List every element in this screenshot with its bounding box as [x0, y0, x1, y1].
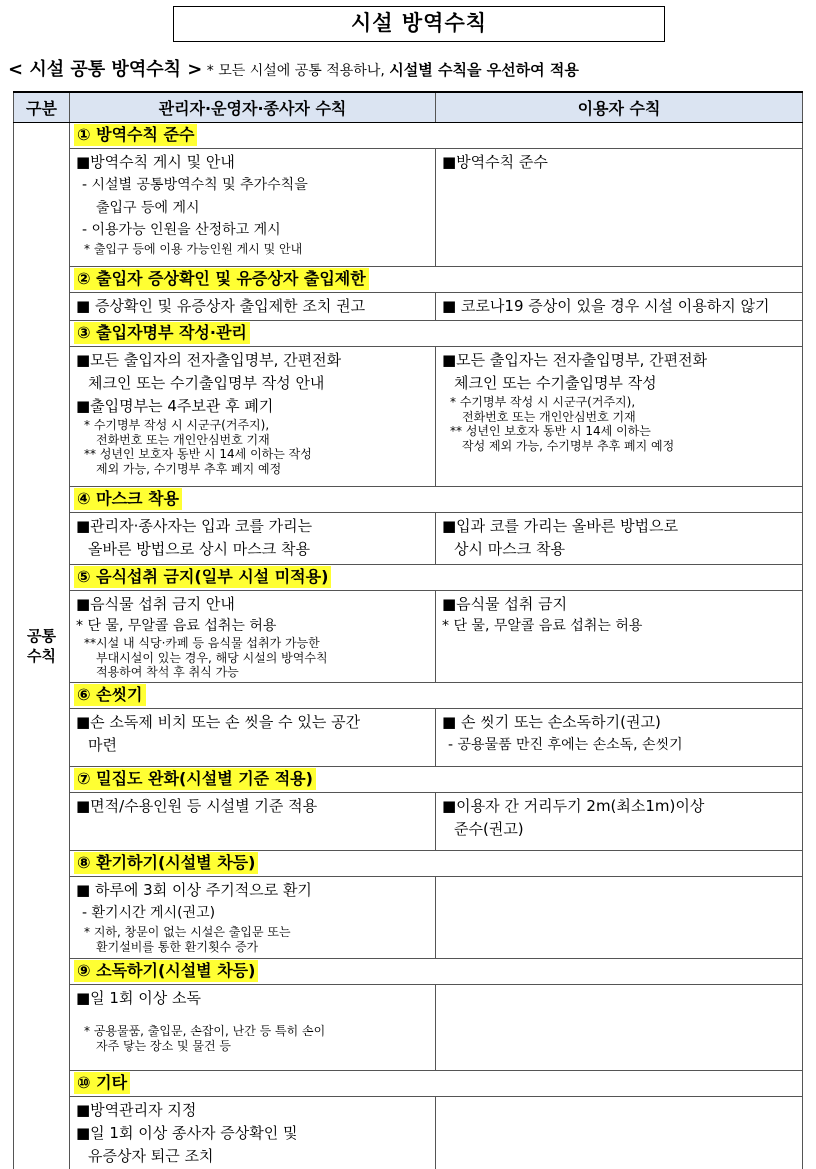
section-title-row: [14, 1070, 803, 1096]
section-body-row: [14, 512, 803, 564]
manager-rule-line: 자주 닿는 장소 및 물건 등: [96, 1038, 231, 1053]
manager-rule-line: ■음식물 섭취 금지 안내: [76, 594, 235, 613]
section-body-row: [14, 708, 803, 766]
user-rule-line: * 단 물, 무알콜 음료 섭취는 허용: [442, 617, 643, 634]
section-title: ① 방역수칙 준수: [74, 124, 197, 146]
manager-rules-cell: [70, 292, 436, 320]
page-title: 시설 방역수칙: [173, 6, 665, 42]
manager-rules-cell: [70, 792, 436, 850]
user-rules-cell: [436, 708, 803, 766]
user-rules-cell: [436, 148, 803, 266]
rules-table: [13, 91, 803, 1169]
section-title-cell: [70, 564, 803, 590]
header-user: 이용자 수칙: [436, 92, 803, 122]
manager-rule-line: * 공용물품, 출입문, 손잡이, 난간 등 특히 손이: [84, 1023, 326, 1038]
manager-rule-line: 유증상자 퇴근 조치: [88, 1146, 214, 1165]
user-rule-line: ■ 손 씻기 또는 손소독하기(권고): [442, 712, 661, 731]
section-title-cell: [70, 958, 803, 984]
manager-rule-line: - 시설별 공통방역수칙 및 추가수칙을: [82, 176, 308, 193]
manager-rule-line: ■관리자·종사자는 입과 코를 가리는: [76, 516, 313, 535]
user-rule-line: - 공용물품 만진 후에는 손소독, 손씻기: [448, 736, 683, 753]
section-title-cell: [70, 320, 803, 346]
section-body-row: [14, 148, 803, 266]
user-rule-line: 전화번호 또는 개인안심번호 기재: [462, 409, 636, 424]
header-manager: 관리자·운영자·종사자 수칙: [70, 92, 436, 122]
subtitle-main: < 시설 공통 방역수칙 >: [8, 59, 203, 80]
user-rule-line: ■음식물 섭취 금지: [442, 594, 568, 613]
manager-rules-cell: [70, 984, 436, 1070]
manager-rule-line: - 환기시간 게시(권고): [82, 904, 216, 921]
manager-rules-cell: [70, 148, 436, 266]
section-body-row: [14, 792, 803, 850]
user-rule-line: * 수기명부 작성 시 시군구(거주지),: [450, 394, 636, 409]
section-title-row: [14, 122, 803, 148]
user-rules-cell: [436, 590, 803, 682]
section-title: ⑤ 음식섭취 금지(일부 시설 미적용): [74, 566, 331, 588]
section-title-row: [14, 486, 803, 512]
section-title-cell: [70, 766, 803, 792]
manager-rule-line: * 수기명부 작성 시 시군구(거주지),: [84, 417, 270, 432]
manager-rule-line: ** 성년인 보호자 동반 시 14세 이하는 작성: [84, 446, 312, 461]
manager-rule-line: 적용하여 착석 후 취식 가능: [96, 664, 239, 679]
subtitle-note: * 모든 시설에 공통 적용하나,: [202, 63, 390, 79]
user-rule-line: 작성 제외 가능, 수기명부 추후 폐지 예정: [462, 438, 675, 453]
manager-rules-cell: [70, 708, 436, 766]
user-rule-line: 상시 마스크 착용: [454, 539, 565, 558]
manager-rule-line: * 출입구 등에 이용 가능인원 게시 및 안내: [84, 241, 303, 256]
section-title-cell: [70, 266, 803, 292]
user-rule-line: 체크인 또는 수기출입명부 작성: [454, 373, 657, 392]
section-body-row: [14, 984, 803, 1070]
section-body-row: [14, 590, 803, 682]
user-rules-cell: [436, 346, 803, 486]
manager-rule-line: 환기설비를 통한 환기횟수 증가: [96, 939, 259, 954]
manager-rule-line: ■ 증상확인 및 유증상자 출입제한 조치 권고: [76, 296, 366, 315]
manager-rules-cell: [70, 876, 436, 958]
manager-rule-line: 체크인 또는 수기출입명부 작성 안내: [88, 373, 325, 392]
section-title: ⑨ 소독하기(시설별 차등): [74, 960, 258, 982]
user-rule-line: ■방역수칙 준수: [442, 152, 548, 171]
user-rule-line: ■입과 코를 가리는 올바른 방법으로: [442, 516, 679, 535]
manager-rule-line: * 지하, 창문이 없는 시설은 출입문 또는: [84, 924, 291, 939]
manager-rule-line: 부대시설이 있는 경우, 해당 시설의 방역수칙: [96, 650, 328, 665]
section-title-cell: [70, 1070, 803, 1096]
user-rules-cell: [436, 512, 803, 564]
section-title-row: [14, 766, 803, 792]
manager-rule-line: ■출입명부는 4주보관 후 폐기: [76, 396, 274, 415]
manager-rule-line: 마련: [88, 735, 117, 754]
manager-rule-line: 전화번호 또는 개인안심번호 기재: [96, 432, 270, 447]
user-rules-cell: [436, 1096, 803, 1169]
manager-rule-line: ■방역수칙 게시 및 안내: [76, 152, 235, 171]
manager-rule-line: [76, 1010, 429, 1024]
section-title-row: [14, 266, 803, 292]
user-rules-cell: [436, 984, 803, 1070]
section-body-row: [14, 876, 803, 958]
user-rules-cell: [436, 292, 803, 320]
manager-rules-cell: [70, 346, 436, 486]
manager-rules-cell: [70, 1096, 436, 1169]
category-label: 공통: [27, 627, 56, 645]
section-body-row: [14, 1096, 803, 1169]
manager-rule-line: ■일 1회 이상 소독: [76, 988, 201, 1007]
section-title-row: [14, 682, 803, 708]
user-rules-cell: [436, 876, 803, 958]
section-body-row: [14, 292, 803, 320]
section-title: ③ 출입자명부 작성·관리: [74, 322, 250, 344]
manager-rules-cell: [70, 512, 436, 564]
section-title-row: [14, 564, 803, 590]
section-title-cell: [70, 486, 803, 512]
subtitle: [8, 58, 808, 83]
section-title: ⑧ 환기하기(시설별 차등): [74, 852, 258, 874]
section-title: ⑩ 기타: [74, 1072, 130, 1094]
section-title: ⑥ 손씻기: [74, 684, 146, 706]
section-title-cell: [70, 122, 803, 148]
manager-rule-line: 제외 가능, 수기명부 추후 폐지 예정: [96, 461, 282, 476]
section-title-cell: [70, 850, 803, 876]
user-rule-line: ■모든 출입자는 전자출입명부, 간편전화: [442, 350, 708, 369]
manager-rules-cell: [70, 590, 436, 682]
user-rule-line: ■이용자 간 거리두기 2m(최소1m)이상: [442, 796, 705, 815]
manager-rule-line: ■모든 출입자의 전자출입명부, 간편전화: [76, 350, 342, 369]
section-body-row: [14, 346, 803, 486]
user-rules-cell: [436, 792, 803, 850]
manager-rule-line: * 단 물, 무알콜 음료 섭취는 허용: [76, 617, 277, 634]
subtitle-emphasis: 시설별 수칙을 우선하여 적용: [389, 61, 579, 79]
manager-rule-line: - 이용가능 인원을 산정하고 게시: [82, 221, 281, 238]
section-title-row: [14, 958, 803, 984]
manager-rule-line: ■방역관리자 지정: [76, 1100, 197, 1119]
manager-rule-line: 올바른 방법으로 상시 마스크 착용: [88, 539, 310, 558]
manager-rule-line: ■손 소독제 비치 또는 손 씻을 수 있는 공간: [76, 712, 361, 731]
manager-rule-line: ■ 하루에 3회 이상 주기적으로 환기: [76, 880, 312, 899]
manager-rule-line: ■일 1회 이상 종사자 증상확인 및: [76, 1123, 298, 1142]
header-category: 구분: [14, 92, 70, 122]
section-title-cell: [70, 682, 803, 708]
category-label: 수칙: [27, 647, 56, 665]
section-title: ⑦ 밀집도 완화(시설별 기준 적용): [74, 768, 316, 790]
manager-rule-line: **시설 내 식당·카페 등 음식물 섭취가 가능한: [84, 635, 320, 650]
section-title: ④ 마스크 착용: [74, 488, 182, 510]
user-rule-line: 준수(권고): [454, 819, 524, 838]
section-title-row: [14, 320, 803, 346]
section-title: ② 출입자 증상확인 및 유증상자 출입제한: [74, 268, 369, 290]
table-header-row: [14, 92, 803, 122]
user-rule-line: ■ 코로나19 증상이 있을 경우 시설 이용하지 않기: [442, 296, 770, 315]
section-title-row: [14, 850, 803, 876]
category-cell: [14, 122, 70, 1169]
manager-rule-line: ■면적/수용인원 등 시설별 기준 적용: [76, 796, 318, 815]
manager-rule-line: 출입구 등에 게시: [96, 199, 200, 216]
user-rule-line: ** 성년인 보호자 동반 시 14세 이하는: [450, 423, 651, 438]
